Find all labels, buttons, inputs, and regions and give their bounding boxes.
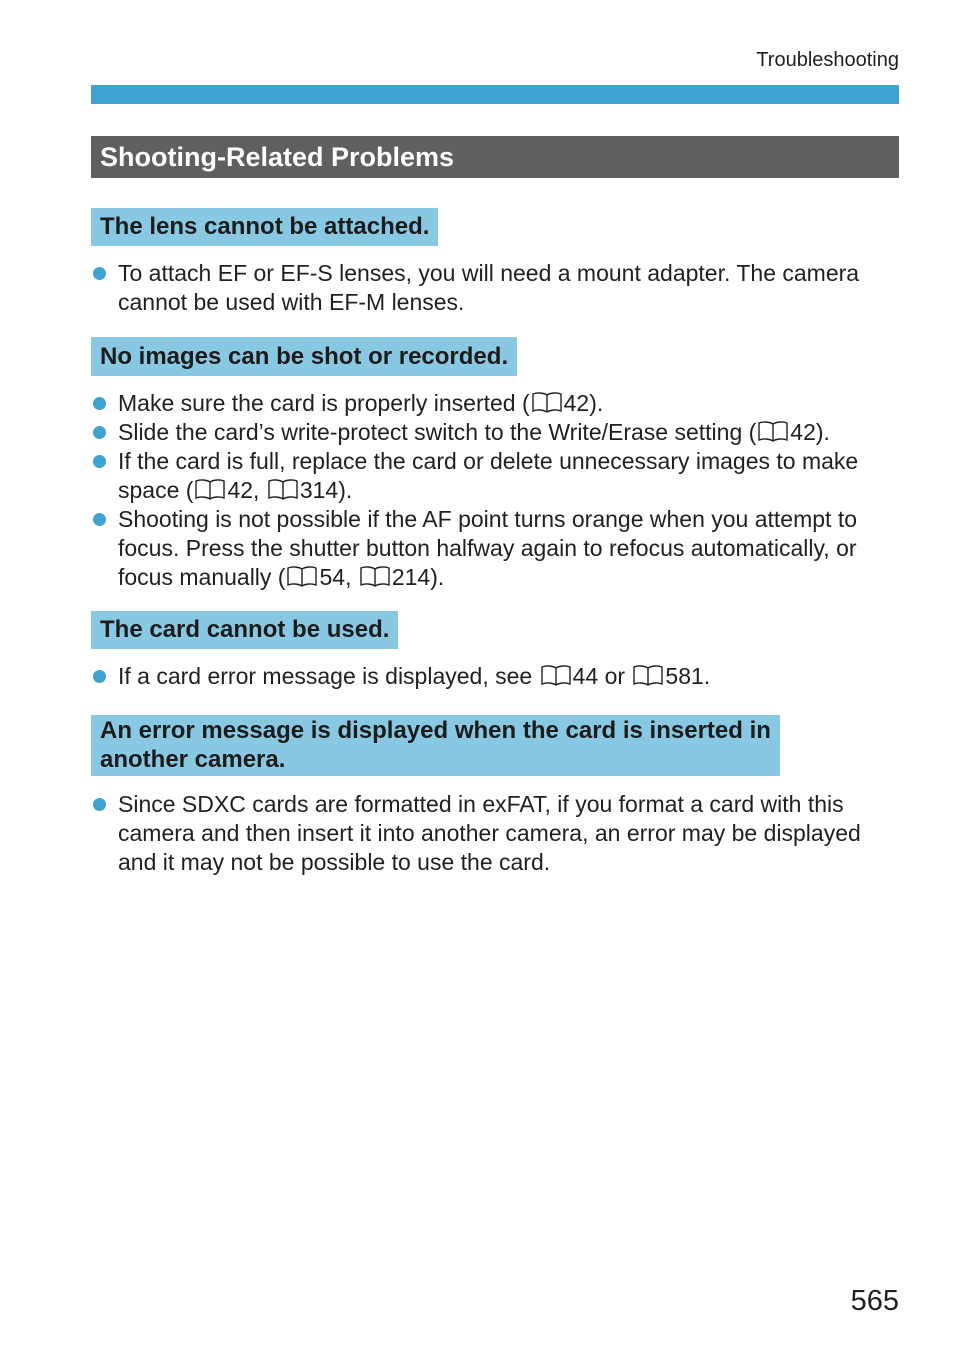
bullet-icon — [93, 513, 106, 526]
bullet-icon — [93, 397, 106, 410]
page-reference[interactable]: 314 — [299, 477, 339, 503]
page-reference[interactable]: 42 — [227, 477, 254, 503]
list-item: If a card error message is displayed, see 44 or 581. — [91, 662, 906, 691]
list-item: Since SDXC cards are formatted in exFAT, if you format a card with this camera and then insert it into another camera, an error may be displayed and it may not be possible to use the card. — [91, 790, 906, 877]
page-reference[interactable]: 42 — [790, 419, 816, 445]
book-icon — [194, 478, 226, 501]
section-title: Shooting-Related Problems — [91, 136, 899, 178]
bullet-icon — [93, 455, 106, 468]
list-item: Shooting is not possible if the AF point turns orange when you attempt to focus. Press the shutter button halfway again to refocus automatically, or focus manually ( 54, 214). — [91, 505, 906, 592]
problem-list-lens — [91, 259, 906, 317]
page-reference[interactable]: 581 — [665, 663, 704, 689]
problem-heading-card-unusable: The card cannot be used. — [91, 611, 398, 649]
book-icon — [267, 478, 299, 501]
bullet-icon — [93, 267, 106, 280]
problem-list-card-unusable — [91, 662, 906, 691]
bullet-icon — [93, 426, 106, 439]
list-item: Make sure the card is properly inserted ( 42). — [91, 389, 906, 418]
book-icon — [632, 664, 664, 687]
problem-heading-lens: The lens cannot be attached. — [91, 208, 438, 246]
header-accent-bar — [91, 85, 899, 104]
book-icon — [531, 391, 563, 414]
bullet-icon — [93, 670, 106, 683]
bullet-icon — [93, 798, 106, 811]
list-item: Slide the card’s write-protect switch to the Write/Erase setting ( 42). — [91, 418, 906, 447]
book-icon — [286, 565, 318, 588]
book-icon — [540, 664, 572, 687]
page-reference[interactable]: 44 — [572, 663, 599, 689]
problem-list-error-other-camera — [91, 790, 906, 877]
page-reference[interactable]: 214 — [391, 564, 431, 590]
page-number: 565 — [850, 1285, 899, 1317]
list-item: To attach EF or EF-S lenses, you will need a mount adapter. The camera cannot be used with EF-M lenses. — [91, 259, 906, 317]
list-item: If the card is full, replace the card or delete unnecessary images to make space ( 42, 314). — [91, 447, 906, 505]
problem-list-no-images — [91, 389, 906, 592]
problem-heading-error-other-camera: An error message is displayed when the card is inserted in another camera. — [91, 715, 780, 776]
problem-heading-no-images: No images can be shot or recorded. — [91, 337, 517, 376]
header-section-label: Troubleshooting — [756, 49, 899, 71]
book-icon — [359, 565, 391, 588]
book-icon — [757, 420, 789, 443]
page-reference[interactable]: 54 — [319, 564, 346, 590]
page-reference[interactable]: 42 — [563, 390, 590, 416]
